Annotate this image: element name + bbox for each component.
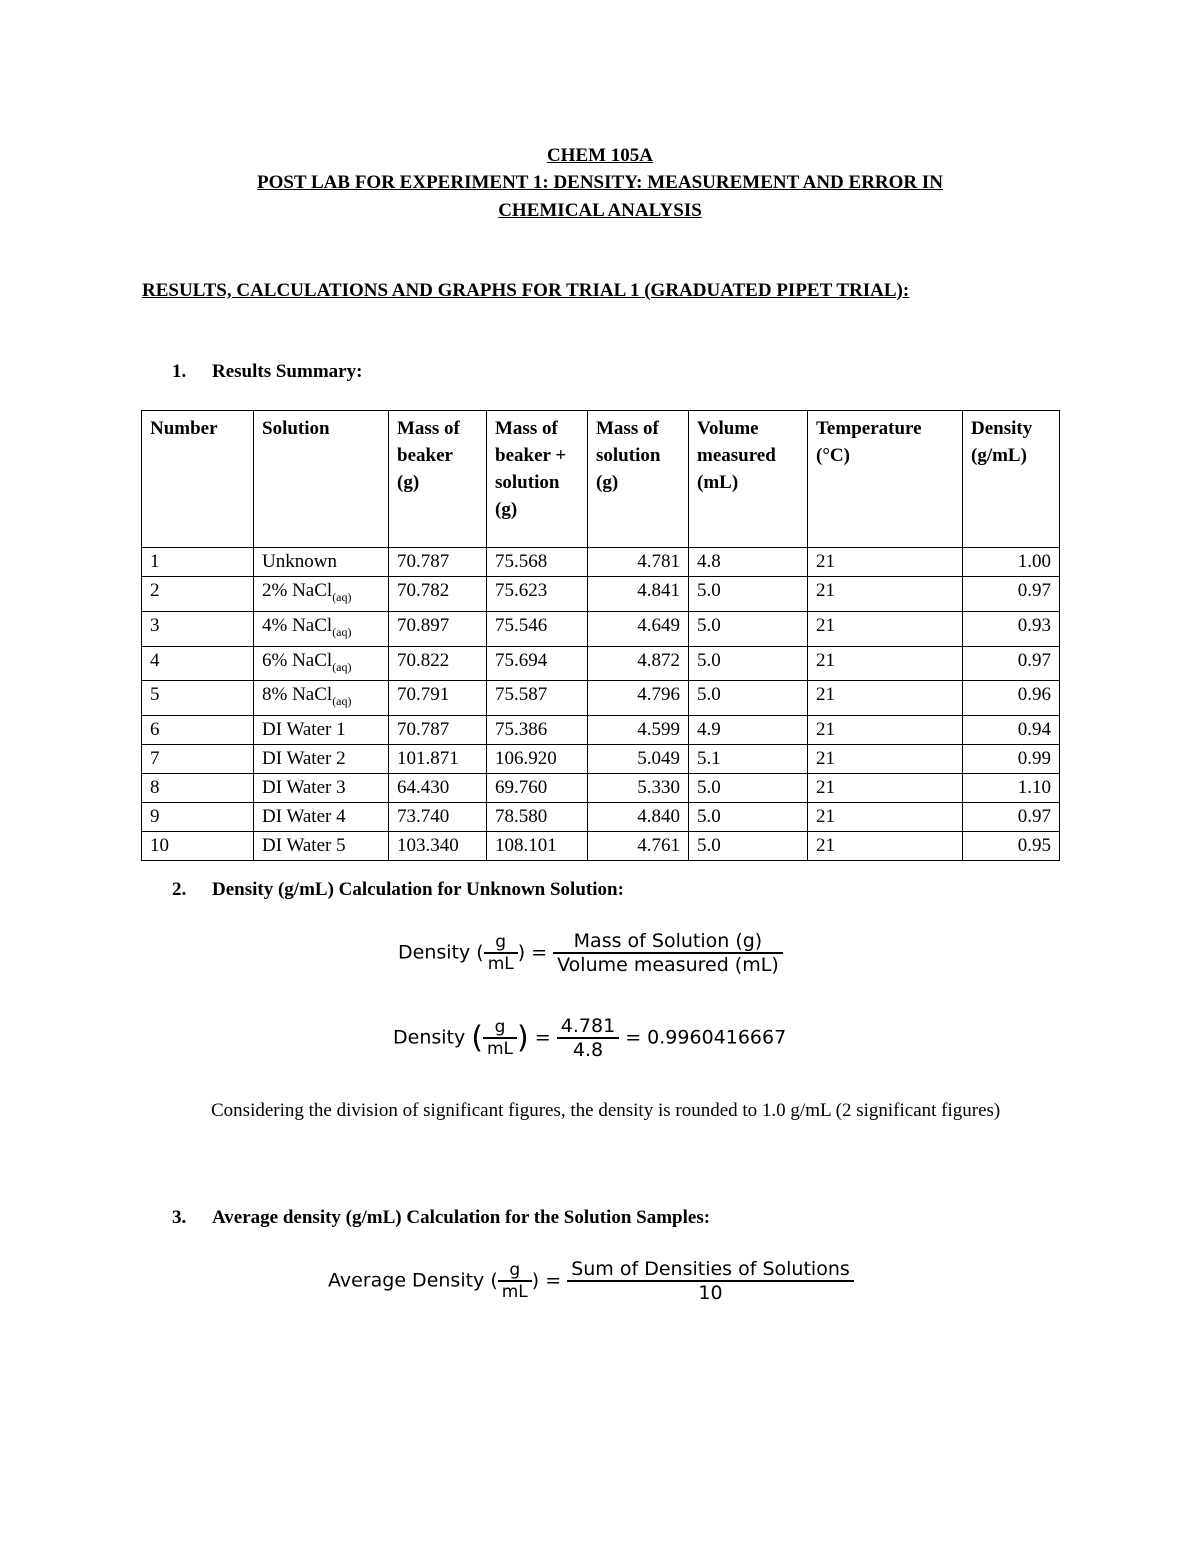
cell-volume [689, 681, 808, 716]
cell-mass-beaker-solution-value: 75.386 [495, 719, 548, 741]
rounding-note: Considering the division of significant figures, the density is rounded to 1.0 g/mL (2 significant figures) [211, 1100, 1001, 1121]
cell-solution-value: DI Water 2 [262, 748, 346, 770]
cell-mass-beaker [389, 548, 487, 577]
formula-2-denominator: 4.8 [557, 1037, 619, 1061]
cell-density [963, 577, 1060, 612]
results-table [141, 410, 1060, 861]
cell-mass-solution-value: 4.840 [637, 806, 680, 828]
cell-volume-value: 5.0 [697, 580, 721, 601]
cell-mass-beaker-value: 103.340 [397, 835, 459, 857]
cell-solution-value: 2% NaCl [262, 580, 333, 601]
cell-mass-beaker-solution [487, 716, 588, 745]
cell-mass-beaker [389, 681, 487, 716]
formula-1-unit-denominator: mL [484, 952, 518, 974]
cell-solution-value: DI Water 3 [262, 777, 346, 799]
table-row [142, 803, 1060, 832]
formula-3-lhs: Average Density ( [328, 1269, 498, 1292]
cell-temperature-value: 21 [816, 806, 835, 828]
cell-number [142, 548, 254, 577]
cell-mass-beaker-solution [487, 548, 588, 577]
formula-1-lhs: Density ( [398, 941, 484, 964]
cell-solution-value: DI Water 4 [262, 806, 346, 828]
cell-number-value: 7 [150, 748, 160, 770]
cell-mass-beaker-solution [487, 681, 588, 716]
aqueous-subscript: (aq) [332, 624, 352, 639]
cell-volume [689, 646, 808, 681]
cell-temperature [808, 832, 963, 861]
cell-mass-solution [588, 681, 689, 716]
cell-solution-value: 6% NaCl [262, 649, 333, 671]
header-mass-beaker: Mass of beaker (g) [389, 411, 487, 548]
cell-mass-beaker [389, 774, 487, 803]
cell-mass-solution [588, 745, 689, 774]
formula-2-unit-denominator: mL [483, 1037, 517, 1059]
cell-volume-value: 5.0 [697, 649, 721, 671]
cell-volume [689, 611, 808, 646]
cell-mass-solution [588, 774, 689, 803]
cell-density-value: 0.97 [1017, 580, 1051, 601]
formula-3-equals: ) = [531, 1269, 562, 1292]
cell-solution-value: DI Water 5 [262, 835, 346, 857]
formula-2-unit-numerator: g [494, 1017, 506, 1037]
cell-number-value: 9 [150, 806, 160, 828]
cell-volume [689, 716, 808, 745]
cell-temperature [808, 745, 963, 774]
cell-density [963, 832, 1060, 861]
aqueous-subscript: (aq) [332, 694, 352, 709]
cell-mass-beaker-solution-value: 75.623 [495, 580, 548, 601]
formula-3-unit-denominator: mL [498, 1280, 532, 1302]
cell-density [963, 716, 1060, 745]
cell-temperature [808, 646, 963, 681]
cell-mass-beaker-value: 70.897 [397, 614, 450, 636]
cell-mass-beaker-solution-value: 75.546 [495, 614, 548, 636]
cell-number-value: 4 [150, 649, 160, 671]
table-header-row [142, 411, 1060, 548]
cell-mass-beaker-solution-value: 69.760 [495, 777, 548, 799]
cell-density [963, 745, 1060, 774]
cell-mass-beaker [389, 577, 487, 612]
formula-3-fraction [567, 1258, 854, 1304]
cell-mass-solution-value: 4.796 [637, 684, 680, 706]
cell-volume-value: 5.0 [697, 684, 721, 706]
cell-solution [254, 646, 389, 681]
cell-mass-beaker-solution-value: 108.101 [495, 835, 557, 857]
cell-mass-solution-value: 5.330 [637, 777, 680, 799]
header-mass-beaker-solution: Mass of beaker + solution (g) [487, 411, 588, 548]
cell-mass-solution [588, 646, 689, 681]
cell-number [142, 774, 254, 803]
cell-mass-solution-value: 4.761 [637, 835, 680, 857]
cell-solution [254, 681, 389, 716]
cell-solution-value: DI Water 1 [262, 719, 346, 741]
cell-mass-beaker-value: 70.787 [397, 719, 450, 741]
cell-temperature [808, 716, 963, 745]
cell-mass-beaker-solution-value: 78.580 [495, 806, 548, 828]
cell-mass-beaker-value: 73.740 [397, 806, 450, 828]
cell-volume-value: 5.1 [697, 748, 721, 770]
cell-mass-beaker [389, 745, 487, 774]
cell-mass-solution [588, 548, 689, 577]
formula-2-unit [483, 1017, 517, 1059]
cell-temperature [808, 774, 963, 803]
cell-volume-value: 5.0 [697, 777, 721, 799]
cell-number [142, 745, 254, 774]
cell-temperature-value: 21 [816, 580, 835, 601]
formula-1-numerator: Mass of Solution (g) [573, 930, 763, 952]
cell-density [963, 611, 1060, 646]
cell-solution [254, 803, 389, 832]
cell-density [963, 681, 1060, 716]
cell-mass-beaker [389, 611, 487, 646]
cell-mass-beaker [389, 832, 487, 861]
cell-temperature-value: 21 [816, 551, 835, 572]
cell-density-value: 0.96 [1017, 684, 1051, 706]
question-2-heading [172, 879, 624, 901]
table-row [142, 548, 1060, 577]
header-density: Density (g/mL) [963, 411, 1060, 548]
cell-volume [689, 832, 808, 861]
cell-mass-solution-value: 4.872 [637, 649, 680, 671]
header-mass-solution: Mass of solution (g) [588, 411, 689, 548]
cell-density [963, 774, 1060, 803]
cell-mass-beaker-solution-value: 75.587 [495, 684, 548, 706]
question-2-number: 2. [172, 879, 187, 900]
cell-temperature-value: 21 [816, 748, 835, 770]
cell-solution [254, 745, 389, 774]
table-row [142, 577, 1060, 612]
header-volume: Volume measured (mL) [689, 411, 808, 548]
formula-3-unit-numerator: g [509, 1260, 521, 1280]
cell-number [142, 681, 254, 716]
cell-temperature-value: 21 [816, 777, 835, 799]
cell-solution [254, 611, 389, 646]
formula-1-unit-numerator: g [495, 932, 507, 952]
cell-volume [689, 745, 808, 774]
cell-mass-beaker-solution-value: 75.568 [495, 551, 548, 572]
cell-number-value: 5 [150, 684, 160, 706]
cell-mass-beaker-solution [487, 774, 588, 803]
cell-mass-beaker-value: 70.782 [397, 580, 450, 601]
density-formula [398, 930, 783, 976]
aqueous-subscript: (aq) [332, 659, 352, 674]
average-density-formula [328, 1258, 854, 1304]
question-1-label: Results Summary: [212, 361, 363, 382]
cell-mass-beaker [389, 803, 487, 832]
cell-number [142, 611, 254, 646]
cell-volume-value: 5.0 [697, 835, 721, 857]
table-row [142, 716, 1060, 745]
formula-1-unit [484, 932, 518, 974]
cell-mass-solution [588, 803, 689, 832]
aqueous-subscript: (aq) [332, 589, 352, 604]
cell-temperature [808, 548, 963, 577]
header-solution: Solution [254, 411, 389, 548]
cell-mass-solution-value: 5.049 [637, 748, 680, 770]
cell-number-value: 8 [150, 777, 160, 799]
section-heading: RESULTS, CALCULATIONS AND GRAPHS FOR TRIAL 1 (GRADUATED PIPET TRIAL): [142, 280, 910, 301]
formula-3-denominator: 10 [567, 1280, 854, 1304]
formula-2-equals: = [534, 1026, 551, 1049]
cell-mass-solution [588, 611, 689, 646]
cell-temperature-value: 21 [816, 614, 835, 636]
cell-temperature [808, 577, 963, 612]
question-1-number: 1. [172, 361, 187, 382]
cell-solution [254, 774, 389, 803]
question-3-heading [172, 1207, 710, 1229]
cell-solution-value: 4% NaCl [262, 614, 333, 636]
cell-volume [689, 803, 808, 832]
formula-3-unit [498, 1260, 532, 1302]
cell-mass-beaker-value: 70.791 [397, 684, 450, 706]
cell-mass-beaker-solution [487, 832, 588, 861]
cell-mass-beaker-solution [487, 803, 588, 832]
cell-volume-value: 5.0 [697, 806, 721, 828]
cell-number-value: 2 [150, 580, 160, 601]
lab-title-line-1: POST LAB FOR EXPERIMENT 1: DENSITY: MEASUREMENT AND ERROR IN [256, 172, 944, 193]
cell-temperature [808, 681, 963, 716]
cell-solution [254, 716, 389, 745]
course-title: CHEM 105A [546, 145, 654, 166]
cell-mass-solution-value: 4.599 [637, 719, 680, 741]
table-row [142, 745, 1060, 774]
cell-temperature-value: 21 [816, 684, 835, 706]
cell-density-value: 0.93 [1017, 614, 1051, 636]
cell-temperature-value: 21 [816, 835, 835, 857]
table-row [142, 832, 1060, 861]
cell-mass-beaker [389, 716, 487, 745]
cell-solution [254, 548, 389, 577]
cell-solution [254, 577, 389, 612]
cell-volume [689, 548, 808, 577]
question-3-number: 3. [172, 1207, 187, 1228]
lab-title-line-2: CHEMICAL ANALYSIS [498, 200, 702, 221]
cell-solution-value: 8% NaCl [262, 684, 333, 706]
question-2-label: Density (g/mL) Calculation for Unknown Solution: [212, 879, 624, 900]
cell-mass-beaker-value: 64.430 [397, 777, 450, 799]
cell-number [142, 716, 254, 745]
formula-2-numerator: 4.781 [560, 1015, 616, 1037]
cell-mass-solution [588, 716, 689, 745]
formula-1-denominator: Volume measured (mL) [553, 952, 783, 976]
formula-1-equals: ) = [517, 941, 548, 964]
cell-mass-beaker-solution [487, 577, 588, 612]
cell-density-value: 0.99 [1017, 748, 1051, 770]
formula-1-fraction [553, 930, 783, 976]
formula-3-numerator: Sum of Densities of Solutions [571, 1258, 850, 1280]
formula-2-result: = 0.9960416667 [625, 1026, 787, 1049]
cell-density [963, 548, 1060, 577]
formula-2-fraction [557, 1015, 619, 1061]
cell-temperature-value: 21 [816, 649, 835, 671]
cell-mass-beaker-value: 70.822 [397, 649, 450, 671]
header-number: Number [142, 411, 254, 548]
cell-number [142, 646, 254, 681]
cell-number-value: 3 [150, 614, 160, 636]
cell-mass-beaker-solution [487, 646, 588, 681]
table-row [142, 681, 1060, 716]
cell-solution-value: Unknown [262, 551, 337, 572]
cell-mass-solution-value: 4.649 [637, 614, 680, 636]
cell-density [963, 803, 1060, 832]
cell-density-value: 1.10 [1017, 777, 1051, 799]
density-calculation: Density ( $\frac{g}{mL}$ ) = $\frac{4.781}{4.8}$ = 0.9960416667 [393, 1015, 787, 1061]
cell-solution [254, 832, 389, 861]
cell-volume-value: 5.0 [697, 614, 721, 636]
cell-density-value: 0.97 [1017, 649, 1051, 671]
table-body [142, 548, 1060, 861]
cell-mass-beaker [389, 646, 487, 681]
table-row [142, 611, 1060, 646]
cell-density-value: 0.94 [1017, 719, 1051, 741]
cell-temperature [808, 803, 963, 832]
cell-number [142, 803, 254, 832]
cell-mass-solution-value: 4.841 [637, 580, 680, 601]
cell-temperature-value: 21 [816, 719, 835, 741]
formula-2-lhs: Density [393, 1026, 466, 1049]
cell-number-value: 1 [150, 551, 160, 572]
cell-density [963, 646, 1060, 681]
cell-mass-beaker-solution [487, 611, 588, 646]
cell-mass-solution-value: 4.781 [637, 551, 680, 572]
cell-mass-solution [588, 832, 689, 861]
cell-volume [689, 774, 808, 803]
cell-number [142, 577, 254, 612]
cell-mass-beaker-value: 101.871 [397, 748, 459, 770]
cell-volume-value: 4.9 [697, 719, 721, 741]
cell-mass-beaker-solution-value: 75.694 [495, 649, 548, 671]
cell-density-value: 1.00 [1017, 551, 1051, 572]
cell-volume-value: 4.8 [697, 551, 721, 572]
table-row [142, 646, 1060, 681]
cell-number-value: 10 [150, 835, 169, 857]
cell-number [142, 832, 254, 861]
cell-density-value: 0.97 [1017, 806, 1051, 828]
cell-mass-solution [588, 577, 689, 612]
cell-mass-beaker-value: 70.787 [397, 551, 450, 572]
cell-volume [689, 577, 808, 612]
cell-mass-beaker-solution-value: 106.920 [495, 748, 557, 770]
table-row [142, 774, 1060, 803]
cell-number-value: 6 [150, 719, 160, 741]
cell-temperature [808, 611, 963, 646]
question-1-heading [172, 361, 362, 383]
cell-density-value: 0.95 [1017, 835, 1051, 857]
header-temperature: Temperature (°C) [808, 411, 963, 548]
cell-mass-beaker-solution [487, 745, 588, 774]
question-3-label: Average density (g/mL) Calculation for the Solution Samples: [212, 1207, 711, 1228]
